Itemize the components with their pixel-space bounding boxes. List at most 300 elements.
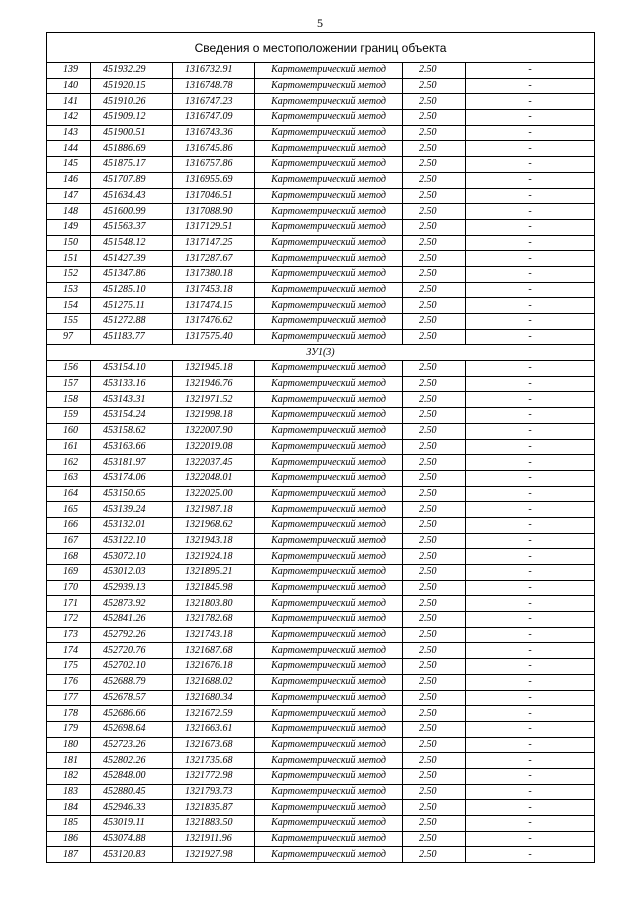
y-coordinate-cell: 1317088.90 bbox=[173, 204, 255, 220]
point-number-cell: 168 bbox=[47, 549, 91, 565]
point-number-cell: 183 bbox=[47, 784, 91, 800]
description-cell: - bbox=[466, 125, 595, 141]
x-coordinate-cell: 453154.10 bbox=[91, 361, 173, 377]
method-cell: Картометрический метод bbox=[255, 172, 403, 188]
point-number-cell: 161 bbox=[47, 439, 91, 455]
accuracy-cell: 2.50 bbox=[403, 392, 466, 408]
accuracy-cell: 2.50 bbox=[403, 502, 466, 518]
table-row bbox=[47, 816, 595, 832]
method-cell: Картометрический метод bbox=[255, 533, 403, 549]
y-coordinate-cell: 1321680.34 bbox=[173, 690, 255, 706]
method-cell: Картометрический метод bbox=[255, 768, 403, 784]
description-cell: - bbox=[466, 737, 595, 753]
boundary-coordinates-sheet bbox=[46, 32, 594, 863]
y-coordinate-cell: 1321987.18 bbox=[173, 502, 255, 518]
accuracy-cell: 2.50 bbox=[403, 298, 466, 314]
method-cell: Картометрический метод bbox=[255, 78, 403, 94]
x-coordinate-cell: 451909.12 bbox=[91, 110, 173, 126]
point-number-cell: 178 bbox=[47, 706, 91, 722]
y-coordinate-cell: 1321943.18 bbox=[173, 533, 255, 549]
accuracy-cell: 2.50 bbox=[403, 706, 466, 722]
table-row bbox=[47, 125, 595, 141]
description-cell: - bbox=[466, 266, 595, 282]
description-cell: - bbox=[466, 690, 595, 706]
description-cell: - bbox=[466, 188, 595, 204]
table-row bbox=[47, 486, 595, 502]
description-cell: - bbox=[466, 298, 595, 314]
method-cell: Картометрический метод bbox=[255, 643, 403, 659]
y-coordinate-cell: 1317453.18 bbox=[173, 282, 255, 298]
method-cell: Картометрический метод bbox=[255, 188, 403, 204]
table-row bbox=[47, 188, 595, 204]
table-row bbox=[47, 251, 595, 267]
description-cell: - bbox=[466, 172, 595, 188]
x-coordinate-cell: 453181.97 bbox=[91, 455, 173, 471]
x-coordinate-cell: 452946.33 bbox=[91, 800, 173, 816]
table-row bbox=[47, 314, 595, 330]
method-cell: Картометрический метод bbox=[255, 690, 403, 706]
accuracy-cell: 2.50 bbox=[403, 549, 466, 565]
y-coordinate-cell: 1321968.62 bbox=[173, 517, 255, 533]
accuracy-cell: 2.50 bbox=[403, 517, 466, 533]
x-coordinate-cell: 451427.39 bbox=[91, 251, 173, 267]
section-label: ЗУ1(3) bbox=[47, 345, 595, 361]
table-row bbox=[47, 63, 595, 79]
y-coordinate-cell: 1321803.80 bbox=[173, 596, 255, 612]
description-cell: - bbox=[466, 470, 595, 486]
accuracy-cell: 2.50 bbox=[403, 768, 466, 784]
description-cell: - bbox=[466, 612, 595, 628]
y-coordinate-cell: 1321895.21 bbox=[173, 565, 255, 581]
y-coordinate-cell: 1322048.01 bbox=[173, 470, 255, 486]
y-coordinate-cell: 1321782.68 bbox=[173, 612, 255, 628]
table-row bbox=[47, 580, 595, 596]
accuracy-cell: 2.50 bbox=[403, 690, 466, 706]
table-row bbox=[47, 502, 595, 518]
y-coordinate-cell: 1322019.08 bbox=[173, 439, 255, 455]
table-row bbox=[47, 690, 595, 706]
point-number-cell: 176 bbox=[47, 674, 91, 690]
accuracy-cell: 2.50 bbox=[403, 659, 466, 675]
description-cell: - bbox=[466, 282, 595, 298]
description-cell: - bbox=[466, 800, 595, 816]
y-coordinate-cell: 1316732.91 bbox=[173, 63, 255, 79]
table-row bbox=[47, 674, 595, 690]
x-coordinate-cell: 453122.10 bbox=[91, 533, 173, 549]
x-coordinate-cell: 453150.65 bbox=[91, 486, 173, 502]
point-number-cell: 185 bbox=[47, 816, 91, 832]
description-cell: - bbox=[466, 753, 595, 769]
method-cell: Картометрический метод bbox=[255, 204, 403, 220]
point-number-cell: 143 bbox=[47, 125, 91, 141]
point-number-cell: 153 bbox=[47, 282, 91, 298]
accuracy-cell: 2.50 bbox=[403, 439, 466, 455]
accuracy-cell: 2.50 bbox=[403, 219, 466, 235]
y-coordinate-cell: 1316743.36 bbox=[173, 125, 255, 141]
x-coordinate-cell: 452686.66 bbox=[91, 706, 173, 722]
table-row bbox=[47, 768, 595, 784]
point-number-cell: 173 bbox=[47, 627, 91, 643]
y-coordinate-cell: 1316757.86 bbox=[173, 157, 255, 173]
table-row bbox=[47, 847, 595, 863]
method-cell: Картометрический метод bbox=[255, 141, 403, 157]
point-number-cell: 159 bbox=[47, 408, 91, 424]
description-cell: - bbox=[466, 580, 595, 596]
table-row bbox=[47, 549, 595, 565]
method-cell: Картометрический метод bbox=[255, 329, 403, 345]
description-cell: - bbox=[466, 141, 595, 157]
table-row bbox=[47, 157, 595, 173]
description-cell: - bbox=[466, 768, 595, 784]
method-cell: Картометрический метод bbox=[255, 298, 403, 314]
table-row bbox=[47, 784, 595, 800]
x-coordinate-cell: 451275.11 bbox=[91, 298, 173, 314]
point-number-cell: 158 bbox=[47, 392, 91, 408]
description-cell: - bbox=[466, 439, 595, 455]
table-row bbox=[47, 737, 595, 753]
table-row bbox=[47, 423, 595, 439]
table-body-part-a bbox=[47, 63, 595, 345]
description-cell: - bbox=[466, 376, 595, 392]
y-coordinate-cell: 1316748.78 bbox=[173, 78, 255, 94]
method-cell: Картометрический метод bbox=[255, 627, 403, 643]
y-coordinate-cell: 1321924.18 bbox=[173, 549, 255, 565]
point-number-cell: 97 bbox=[47, 329, 91, 345]
description-cell: - bbox=[466, 784, 595, 800]
accuracy-cell: 2.50 bbox=[403, 800, 466, 816]
table-row bbox=[47, 298, 595, 314]
table-row bbox=[47, 612, 595, 628]
method-cell: Картометрический метод bbox=[255, 831, 403, 847]
y-coordinate-cell: 1317575.40 bbox=[173, 329, 255, 345]
accuracy-cell: 2.50 bbox=[403, 204, 466, 220]
point-number-cell: 187 bbox=[47, 847, 91, 863]
point-number-cell: 175 bbox=[47, 659, 91, 675]
x-coordinate-cell: 451563.37 bbox=[91, 219, 173, 235]
accuracy-cell: 2.50 bbox=[403, 251, 466, 267]
x-coordinate-cell: 453133.16 bbox=[91, 376, 173, 392]
point-number-cell: 163 bbox=[47, 470, 91, 486]
method-cell: Картометрический метод bbox=[255, 659, 403, 675]
description-cell: - bbox=[466, 94, 595, 110]
description-cell: - bbox=[466, 235, 595, 251]
x-coordinate-cell: 451634.43 bbox=[91, 188, 173, 204]
accuracy-cell: 2.50 bbox=[403, 329, 466, 345]
table-row bbox=[47, 235, 595, 251]
accuracy-cell: 2.50 bbox=[403, 816, 466, 832]
section-row bbox=[47, 345, 595, 361]
method-cell: Картометрический метод bbox=[255, 517, 403, 533]
method-cell: Картометрический метод bbox=[255, 314, 403, 330]
accuracy-cell: 2.50 bbox=[403, 94, 466, 110]
x-coordinate-cell: 453074.88 bbox=[91, 831, 173, 847]
point-number-cell: 141 bbox=[47, 94, 91, 110]
point-number-cell: 179 bbox=[47, 721, 91, 737]
description-cell: - bbox=[466, 157, 595, 173]
method-cell: Картометрический метод bbox=[255, 596, 403, 612]
description-cell: - bbox=[466, 659, 595, 675]
y-coordinate-cell: 1321927.98 bbox=[173, 847, 255, 863]
y-coordinate-cell: 1321945.18 bbox=[173, 361, 255, 377]
description-cell: - bbox=[466, 706, 595, 722]
y-coordinate-cell: 1316747.09 bbox=[173, 110, 255, 126]
method-cell: Картометрический метод bbox=[255, 580, 403, 596]
accuracy-cell: 2.50 bbox=[403, 596, 466, 612]
x-coordinate-cell: 451347.86 bbox=[91, 266, 173, 282]
accuracy-cell: 2.50 bbox=[403, 580, 466, 596]
description-cell: - bbox=[466, 549, 595, 565]
table-row bbox=[47, 439, 595, 455]
method-cell: Картометрический метод bbox=[255, 392, 403, 408]
x-coordinate-cell: 452880.45 bbox=[91, 784, 173, 800]
method-cell: Картометрический метод bbox=[255, 455, 403, 471]
method-cell: Картометрический метод bbox=[255, 266, 403, 282]
method-cell: Картометрический метод bbox=[255, 737, 403, 753]
x-coordinate-cell: 453120.83 bbox=[91, 847, 173, 863]
point-number-cell: 154 bbox=[47, 298, 91, 314]
y-coordinate-cell: 1321688.02 bbox=[173, 674, 255, 690]
table-row bbox=[47, 282, 595, 298]
method-cell: Картометрический метод bbox=[255, 721, 403, 737]
table-row bbox=[47, 800, 595, 816]
accuracy-cell: 2.50 bbox=[403, 110, 466, 126]
point-number-cell: 171 bbox=[47, 596, 91, 612]
point-number-cell: 167 bbox=[47, 533, 91, 549]
point-number-cell: 148 bbox=[47, 204, 91, 220]
accuracy-cell: 2.50 bbox=[403, 78, 466, 94]
y-coordinate-cell: 1316955.69 bbox=[173, 172, 255, 188]
accuracy-cell: 2.50 bbox=[403, 470, 466, 486]
point-number-cell: 177 bbox=[47, 690, 91, 706]
x-coordinate-cell: 451600.99 bbox=[91, 204, 173, 220]
method-cell: Картометрический метод bbox=[255, 219, 403, 235]
method-cell: Картометрический метод bbox=[255, 674, 403, 690]
boundary-coordinates-table bbox=[46, 32, 595, 863]
accuracy-cell: 2.50 bbox=[403, 266, 466, 282]
accuracy-cell: 2.50 bbox=[403, 63, 466, 79]
method-cell: Картометрический метод bbox=[255, 753, 403, 769]
description-cell: - bbox=[466, 517, 595, 533]
description-cell: - bbox=[466, 110, 595, 126]
x-coordinate-cell: 451548.12 bbox=[91, 235, 173, 251]
description-cell: - bbox=[466, 455, 595, 471]
x-coordinate-cell: 453154.24 bbox=[91, 408, 173, 424]
description-cell: - bbox=[466, 423, 595, 439]
x-coordinate-cell: 453174.06 bbox=[91, 470, 173, 486]
y-coordinate-cell: 1321911.96 bbox=[173, 831, 255, 847]
method-cell: Картометрический метод bbox=[255, 361, 403, 377]
accuracy-cell: 2.50 bbox=[403, 831, 466, 847]
y-coordinate-cell: 1321772.98 bbox=[173, 768, 255, 784]
point-number-cell: 172 bbox=[47, 612, 91, 628]
point-number-cell: 162 bbox=[47, 455, 91, 471]
table-row bbox=[47, 455, 595, 471]
description-cell: - bbox=[466, 831, 595, 847]
table-row bbox=[47, 141, 595, 157]
method-cell: Картометрический метод bbox=[255, 235, 403, 251]
x-coordinate-cell: 452873.92 bbox=[91, 596, 173, 612]
point-number-cell: 174 bbox=[47, 643, 91, 659]
x-coordinate-cell: 451183.77 bbox=[91, 329, 173, 345]
description-cell: - bbox=[466, 78, 595, 94]
point-number-cell: 155 bbox=[47, 314, 91, 330]
x-coordinate-cell: 452848.00 bbox=[91, 768, 173, 784]
description-cell: - bbox=[466, 533, 595, 549]
point-number-cell: 157 bbox=[47, 376, 91, 392]
method-cell: Картометрический метод bbox=[255, 423, 403, 439]
table-row bbox=[47, 219, 595, 235]
x-coordinate-cell: 453139.24 bbox=[91, 502, 173, 518]
x-coordinate-cell: 452720.76 bbox=[91, 643, 173, 659]
y-coordinate-cell: 1317380.18 bbox=[173, 266, 255, 282]
point-number-cell: 140 bbox=[47, 78, 91, 94]
point-number-cell: 182 bbox=[47, 768, 91, 784]
table-row bbox=[47, 533, 595, 549]
point-number-cell: 180 bbox=[47, 737, 91, 753]
x-coordinate-cell: 453132.01 bbox=[91, 517, 173, 533]
table-title: Сведения о местоположении границ объекта bbox=[47, 33, 595, 63]
method-cell: Картометрический метод bbox=[255, 157, 403, 173]
y-coordinate-cell: 1321971.52 bbox=[173, 392, 255, 408]
table-row bbox=[47, 172, 595, 188]
y-coordinate-cell: 1317147.25 bbox=[173, 235, 255, 251]
x-coordinate-cell: 451910.26 bbox=[91, 94, 173, 110]
x-coordinate-cell: 452723.26 bbox=[91, 737, 173, 753]
table-row bbox=[47, 753, 595, 769]
accuracy-cell: 2.50 bbox=[403, 847, 466, 863]
accuracy-cell: 2.50 bbox=[403, 408, 466, 424]
method-cell: Картометрический метод bbox=[255, 847, 403, 863]
y-coordinate-cell: 1321835.87 bbox=[173, 800, 255, 816]
x-coordinate-cell: 451886.69 bbox=[91, 141, 173, 157]
accuracy-cell: 2.50 bbox=[403, 282, 466, 298]
accuracy-cell: 2.50 bbox=[403, 235, 466, 251]
y-coordinate-cell: 1322037.45 bbox=[173, 455, 255, 471]
x-coordinate-cell: 451932.29 bbox=[91, 63, 173, 79]
point-number-cell: 160 bbox=[47, 423, 91, 439]
point-number-cell: 144 bbox=[47, 141, 91, 157]
table-row bbox=[47, 110, 595, 126]
y-coordinate-cell: 1321998.18 bbox=[173, 408, 255, 424]
point-number-cell: 146 bbox=[47, 172, 91, 188]
table-row bbox=[47, 643, 595, 659]
table-row bbox=[47, 408, 595, 424]
description-cell: - bbox=[466, 329, 595, 345]
y-coordinate-cell: 1322025.00 bbox=[173, 486, 255, 502]
x-coordinate-cell: 453158.62 bbox=[91, 423, 173, 439]
description-cell: - bbox=[466, 251, 595, 267]
method-cell: Картометрический метод bbox=[255, 376, 403, 392]
accuracy-cell: 2.50 bbox=[403, 674, 466, 690]
accuracy-cell: 2.50 bbox=[403, 737, 466, 753]
method-cell: Картометрический метод bbox=[255, 486, 403, 502]
y-coordinate-cell: 1321845.98 bbox=[173, 580, 255, 596]
y-coordinate-cell: 1321687.68 bbox=[173, 643, 255, 659]
point-number-cell: 142 bbox=[47, 110, 91, 126]
description-cell: - bbox=[466, 361, 595, 377]
x-coordinate-cell: 452698.64 bbox=[91, 721, 173, 737]
description-cell: - bbox=[466, 204, 595, 220]
accuracy-cell: 2.50 bbox=[403, 753, 466, 769]
x-coordinate-cell: 452678.57 bbox=[91, 690, 173, 706]
x-coordinate-cell: 452792.26 bbox=[91, 627, 173, 643]
y-coordinate-cell: 1322007.90 bbox=[173, 423, 255, 439]
accuracy-cell: 2.50 bbox=[403, 188, 466, 204]
x-coordinate-cell: 453163.66 bbox=[91, 439, 173, 455]
description-cell: - bbox=[466, 674, 595, 690]
table-row bbox=[47, 329, 595, 345]
x-coordinate-cell: 453143.31 bbox=[91, 392, 173, 408]
point-number-cell: 166 bbox=[47, 517, 91, 533]
accuracy-cell: 2.50 bbox=[403, 533, 466, 549]
table-row bbox=[47, 627, 595, 643]
y-coordinate-cell: 1316747.23 bbox=[173, 94, 255, 110]
x-coordinate-cell: 452802.26 bbox=[91, 753, 173, 769]
point-number-cell: 186 bbox=[47, 831, 91, 847]
y-coordinate-cell: 1321883.50 bbox=[173, 816, 255, 832]
method-cell: Картометрический метод bbox=[255, 408, 403, 424]
point-number-cell: 184 bbox=[47, 800, 91, 816]
method-cell: Картометрический метод bbox=[255, 63, 403, 79]
description-cell: - bbox=[466, 721, 595, 737]
description-cell: - bbox=[466, 392, 595, 408]
page-number: 5 bbox=[317, 16, 323, 30]
y-coordinate-cell: 1317046.51 bbox=[173, 188, 255, 204]
y-coordinate-cell: 1321672.59 bbox=[173, 706, 255, 722]
y-coordinate-cell: 1317476.62 bbox=[173, 314, 255, 330]
table-row bbox=[47, 721, 595, 737]
point-number-cell: 150 bbox=[47, 235, 91, 251]
accuracy-cell: 2.50 bbox=[403, 784, 466, 800]
accuracy-cell: 2.50 bbox=[403, 125, 466, 141]
table-row bbox=[47, 266, 595, 282]
accuracy-cell: 2.50 bbox=[403, 157, 466, 173]
method-cell: Картометрический метод bbox=[255, 502, 403, 518]
accuracy-cell: 2.50 bbox=[403, 376, 466, 392]
x-coordinate-cell: 451707.89 bbox=[91, 172, 173, 188]
method-cell: Картометрический метод bbox=[255, 125, 403, 141]
accuracy-cell: 2.50 bbox=[403, 141, 466, 157]
description-cell: - bbox=[466, 408, 595, 424]
x-coordinate-cell: 452939.13 bbox=[91, 580, 173, 596]
table-row bbox=[47, 596, 595, 612]
description-cell: - bbox=[466, 486, 595, 502]
table-row bbox=[47, 470, 595, 486]
method-cell: Картометрический метод bbox=[255, 470, 403, 486]
accuracy-cell: 2.50 bbox=[403, 172, 466, 188]
point-number-cell: 156 bbox=[47, 361, 91, 377]
point-number-cell: 149 bbox=[47, 219, 91, 235]
x-coordinate-cell: 453012.03 bbox=[91, 565, 173, 581]
accuracy-cell: 2.50 bbox=[403, 627, 466, 643]
point-number-cell: 145 bbox=[47, 157, 91, 173]
point-number-cell: 151 bbox=[47, 251, 91, 267]
method-cell: Картометрический метод bbox=[255, 549, 403, 565]
table-row bbox=[47, 204, 595, 220]
method-cell: Картометрический метод bbox=[255, 816, 403, 832]
x-coordinate-cell: 451272.88 bbox=[91, 314, 173, 330]
accuracy-cell: 2.50 bbox=[403, 565, 466, 581]
method-cell: Картометрический метод bbox=[255, 565, 403, 581]
method-cell: Картометрический метод bbox=[255, 251, 403, 267]
table-row bbox=[47, 94, 595, 110]
x-coordinate-cell: 451875.17 bbox=[91, 157, 173, 173]
table-row bbox=[47, 376, 595, 392]
x-coordinate-cell: 451920.15 bbox=[91, 78, 173, 94]
y-coordinate-cell: 1321735.68 bbox=[173, 753, 255, 769]
accuracy-cell: 2.50 bbox=[403, 423, 466, 439]
method-cell: Картометрический метод bbox=[255, 800, 403, 816]
